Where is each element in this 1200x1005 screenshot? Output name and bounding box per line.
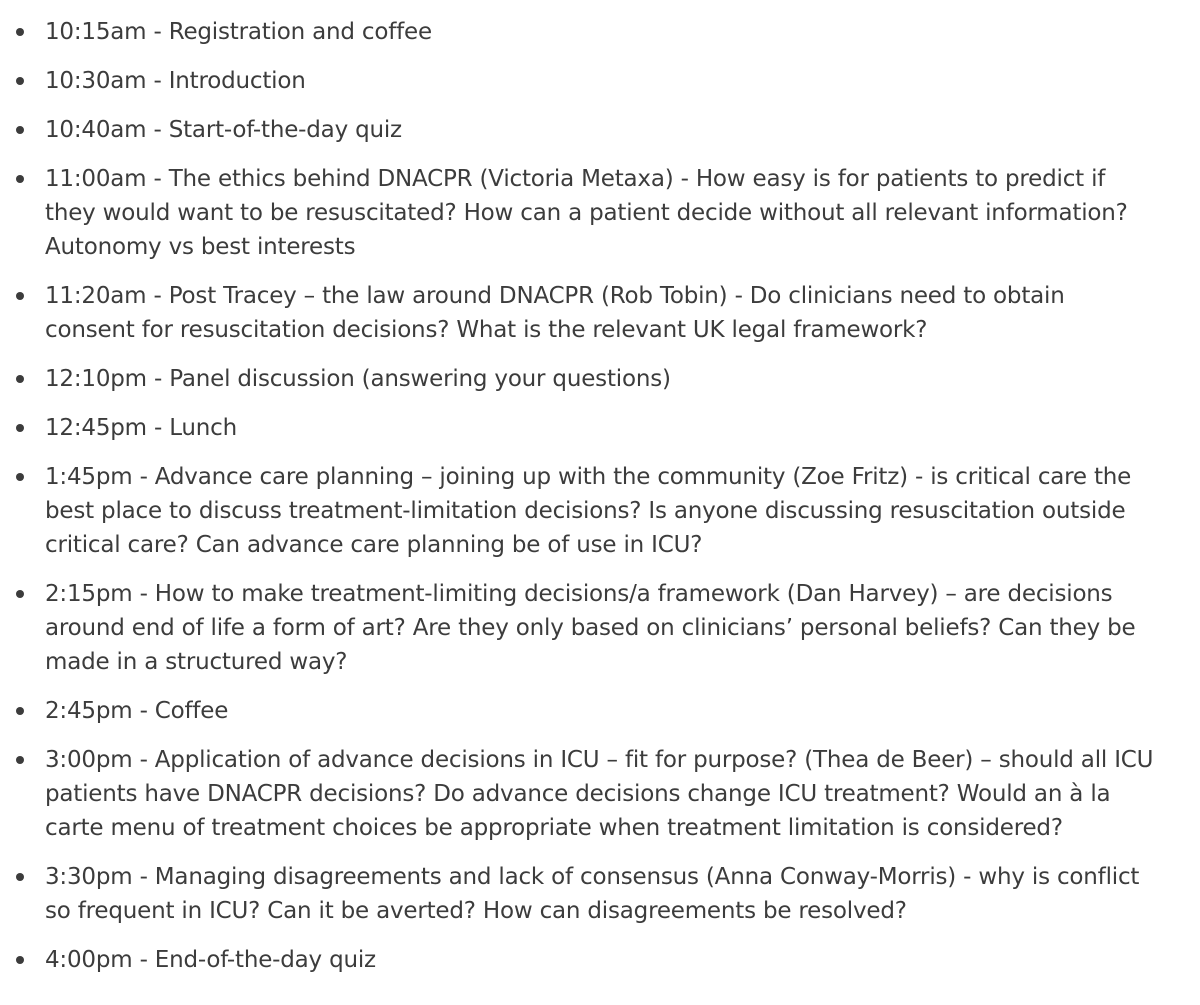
bullet-icon [16, 590, 24, 598]
agenda-item-text: 12:45pm - Lunch [45, 415, 237, 441]
list-item [45, 860, 1160, 928]
bullet-icon [16, 473, 24, 481]
agenda-item-text: 3:00pm - Application of advance decisions in ICU – fit for purpose? (Thea de Beer) – should all ICU patients have DNACPR decisions? Do advance decisions change ICU treatment? Would an à la carte menu of treatment choices be appropriate when treatment limitation is considered? [45, 747, 1154, 841]
agenda-item-text: 3:30pm - Managing disagreements and lack of consensus (Anna Conway-Morris) - why is conflict so frequent in ICU? Can it be averted? How can disagreements be resolved? [45, 864, 1140, 924]
bullet-icon [16, 375, 24, 383]
list-item [45, 943, 1160, 977]
list-item [45, 694, 1160, 728]
bullet-icon [16, 956, 24, 964]
bullet-icon [16, 28, 24, 36]
agenda-item-text: 10:40am - Start-of-the-day quiz [45, 117, 402, 143]
list-item [45, 15, 1160, 49]
list-item [45, 64, 1160, 98]
list-item [45, 279, 1160, 347]
bullet-icon [16, 77, 24, 85]
agenda-item-text: 4:00pm - End-of-the-day quiz [45, 947, 376, 973]
list-item [45, 362, 1160, 396]
agenda-item-text: 11:20am - Post Tracey – the law around DNACPR (Rob Tobin) - Do clinicians need to obtain consent for resuscitation decisions? What is the relevant UK legal framework? [45, 283, 1065, 343]
agenda-item-text: 2:15pm - How to make treatment-limiting decisions/a framework (Dan Harvey) – are decisions around end of life a form of art? Are they only based on clinicians’ personal beliefs? Can they be made in a structured way? [45, 581, 1136, 675]
agenda-item-text: 11:00am - The ethics behind DNACPR (Victoria Metaxa) - How easy is for patients to predict if they would want to be resuscitated? How can a patient decide without all relevant information? Autonomy vs best interests [45, 166, 1128, 260]
bullet-icon [16, 873, 24, 881]
bullet-icon [16, 175, 24, 183]
agenda-item-text: 10:30am - Introduction [45, 68, 306, 94]
list-item [45, 577, 1160, 679]
bullet-icon [16, 292, 24, 300]
agenda-item-text: 12:10pm - Panel discussion (answering your questions) [45, 366, 671, 392]
bullet-icon [16, 756, 24, 764]
agenda-item-text: 1:45pm - Advance care planning – joining up with the community (Zoe Fritz) - is critical care the best place to discuss treatment-limitation decisions? Is anyone discussing resuscitation outside critical care? Can advance care planning be of use in ICU? [45, 464, 1132, 558]
list-item [45, 162, 1160, 264]
agenda-item-text: 10:15am - Registration and coffee [45, 19, 432, 45]
list-item [45, 113, 1160, 147]
list-item [45, 743, 1160, 845]
list-item [45, 411, 1160, 445]
bullet-icon [16, 424, 24, 432]
list-item [45, 460, 1160, 562]
bullet-icon [16, 126, 24, 134]
bullet-icon [16, 707, 24, 715]
agenda-item-text: 2:45pm - Coffee [45, 698, 229, 724]
